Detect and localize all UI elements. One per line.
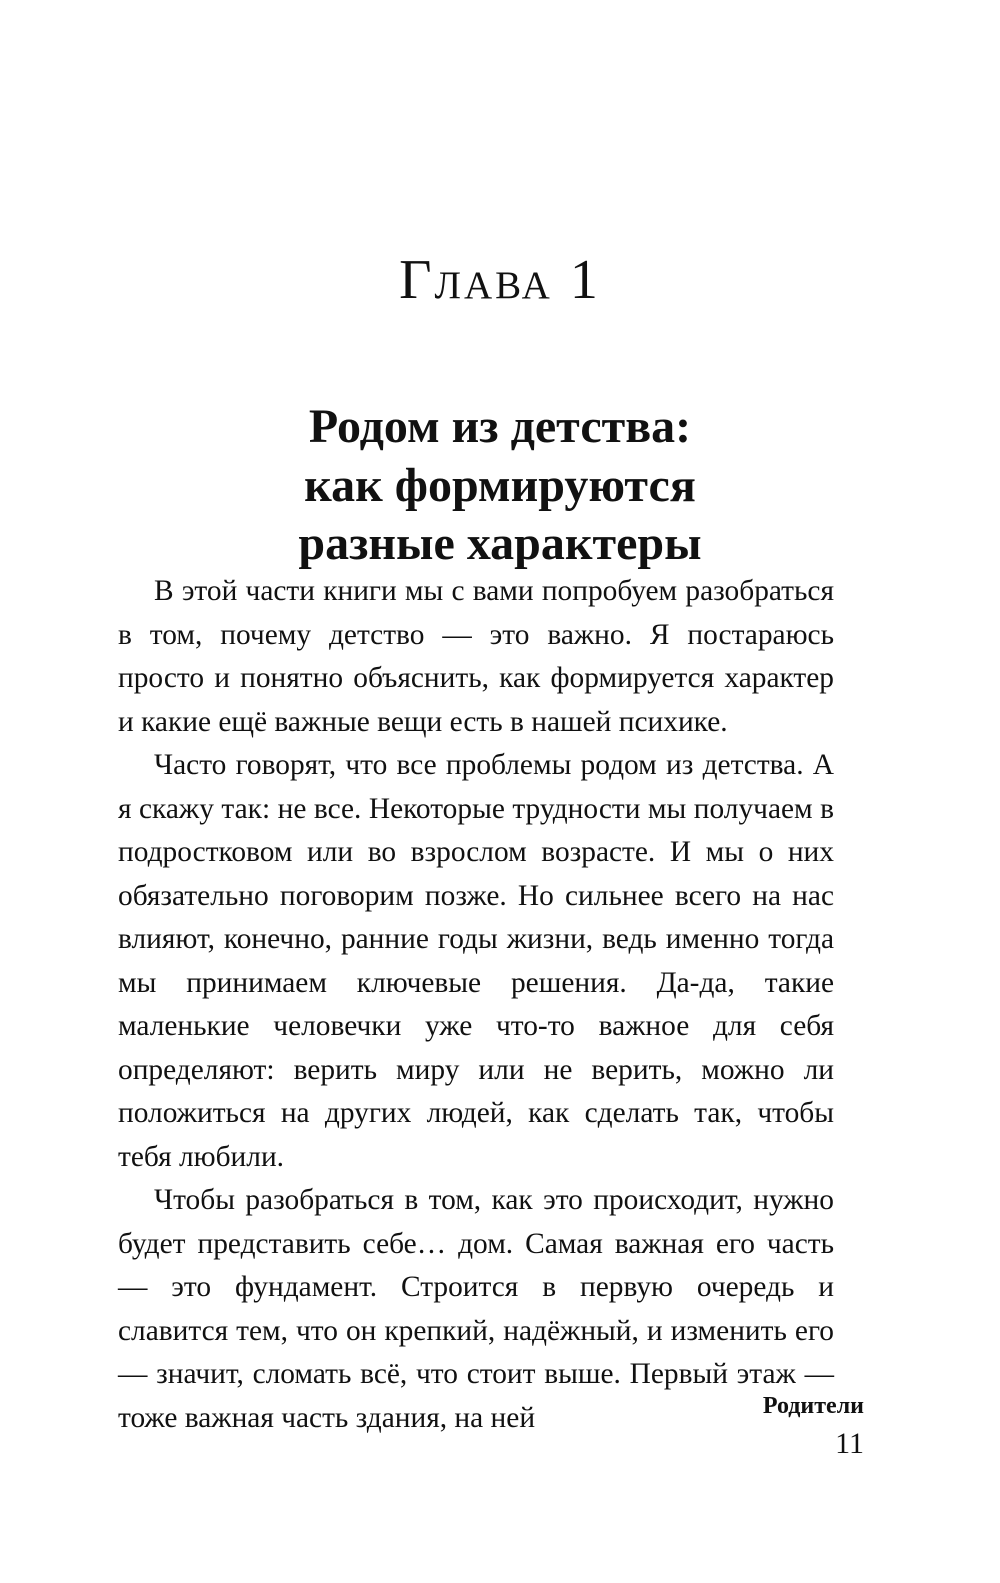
body-text	[118, 570, 834, 1440]
chapter-title-line: как формируются	[304, 458, 696, 512]
page-number: 11	[835, 1427, 864, 1460]
chapter-title-line: разные характеры	[298, 517, 702, 571]
chapter-label: Глава 1	[399, 249, 601, 311]
running-title: Родители	[762, 1393, 864, 1419]
chapter-title	[0, 398, 1000, 574]
chapter-title-line: Родом из детства:	[308, 400, 692, 453]
paragraph: Часто говорят, что все проблемы родом из детства. А я скажу так: не все. Некоторые трудности мы получаем в подростковом или во взрослом возрасте. И мы о них обязательно поговорим позже. Но сильнее всего на нас влияют, конечно, ранние годы жизни, ведь именно тогда мы принимаем ключевые решения. Да-да, такие маленькие человечки уже что-то важное для себя определяют: верить миру или не верить, можно ли положиться на других людей, как сделать так, чтобы тебя любили.	[118, 749, 834, 1173]
paragraph: В этой части книги мы с вами попробуем разобраться в том, почему детство — это важно. Я постараюсь просто и понятно объяснить, как формируется характер и какие ещё важные вещи есть в нашей психике.	[118, 575, 834, 738]
paragraph: Чтобы разобраться в том, как это происходит, нужно будет представить себе… дом. Самая важная его часть — это фундамент. Строится в первую очередь и славится тем, что он крепкий, надёжный, и изменить его — значит, сломать всё, что стоит выше. Первый этаж — тоже важная часть здания, на ней	[118, 1184, 834, 1434]
